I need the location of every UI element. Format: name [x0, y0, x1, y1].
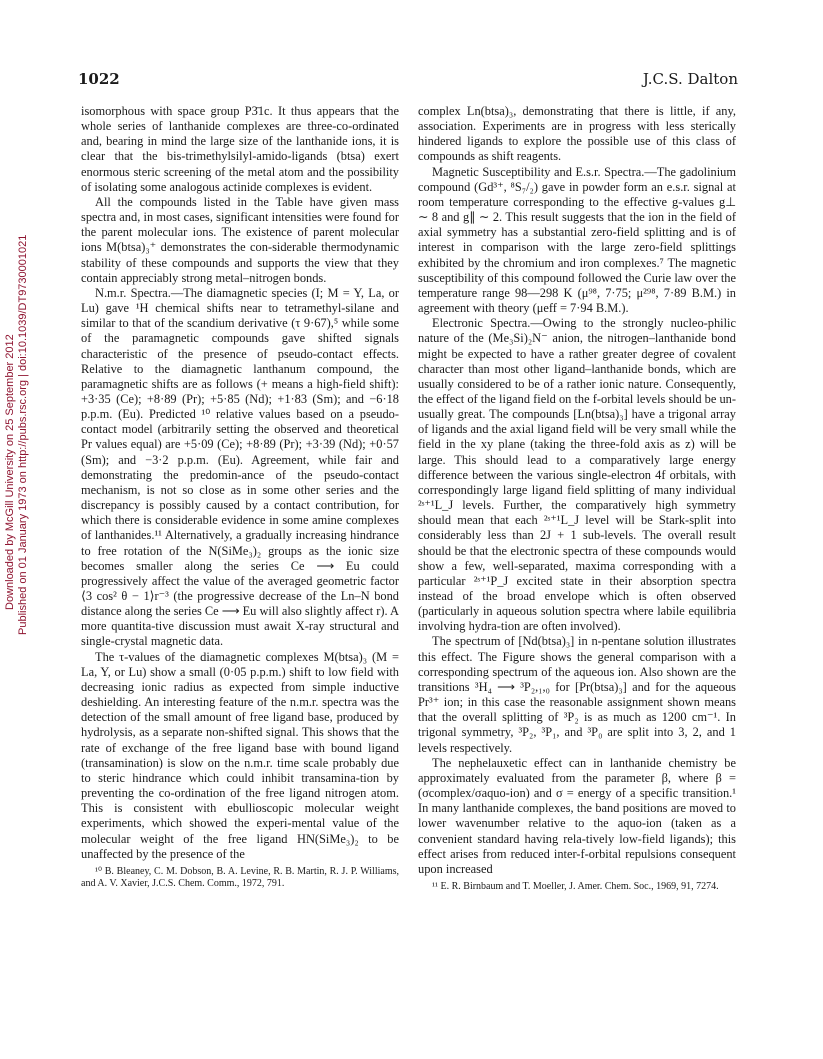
download-watermark	[2, 110, 32, 710]
paragraph: N.m.r. Spectra.—The diamagnetic species (I; M = Y, La, or Lu) gave ¹H chemical shifts near to tetramethyl-silane and similar to that of the scandium derivative (τ 9·67),⁵ while some of the paramagnetic compounds gave shifted signals characteristic of the presence of pseudo-contact effects. Relative to the diamagnetic lanthanum compound, the paramagnetic shifts are as follows (+ means a high-field shift): +3·35 (Ce); +8·89 (Pr); +5·85 (Nd); +1·83 (Sm); and −6·18 p.p.m. (Eu). Predicted ¹⁰ relative values based on a pseudo-contact model (arbitrarily setting the observed and theoretical Pr values equal) are +5·09 (Ce); +8·89 (Pr); +3·39 (Nd); +0·57 (Sm); and −3·2 p.p.m. (Eu). Agreement, while fair and demonstrating the predomin-ance of the pseudo-contact mechanism, is not so close as in some other series and the discrepancy is possibly caused by a contact contribution, for which there is considerable evidence in some amine complexes of lanthanides.¹¹ Alternatively, a gradually increasing hindrance to free rotation of the N(SiMe₃)₂ groups as the ionic size becomes smaller along the series Ce ⟶ Eu could progressively affect the value of the averaged geometric factor ⟨3 cos² θ − 1⟩r⁻³ (the progressive decrease of the Ln–N bond distance along the series Ce ⟶ Eu will also slightly affect r). A more quantita-tive discussion must await X-ray structural and single-crystal magnetic data.	[81, 285, 399, 649]
downloaded-note: Downloaded by McGill University on 25 September 2012	[4, 334, 16, 610]
paragraph: complex Ln(btsa)₃, demonstrating that there is little, if any, association. Experiments are in progress with less sterically hindered ligands to explore the possible use of this class of compounds as shift reagents.	[418, 104, 736, 164]
footnote: ¹⁰ B. Bleaney, C. M. Dobson, B. A. Levine, R. B. Martin, R. J. P. Williams, and A. V. Xavier, J.C.S. Chem. Comm., 1972, 791.	[81, 865, 399, 889]
paragraph: The nephelauxetic effect can in lanthanide chemistry be approximately evaluated from the parameter β, where β = (σcomplex/σaquo-ion) and σ = energy of a specific transition.¹ In many lanthanide complexes, the band positions are moved to lower wavenumber relative to the aquo-ion (taken as a convenient standard having rela-tively low-field ligands); this effect arises from reduced inter-f-orbital repulsions consequent upon increased	[418, 755, 736, 876]
paragraph: The τ-values of the diamagnetic complexes M(btsa)₃ (M = La, Y, or Lu) show a small (0·05 p.p.m.) shift to low field with decreasing ionic radius as expected from simple inductive deshielding. An interesting feature of the n.m.r. spectra was the detection of the small amount of free ligand base, produced by hydrolysis, as a separate non-shifted signal. This shows that the rate of exchange of the free ligand base with bound ligand (transamination) is slow on the n.m.r. time scale probably due to steric hindrance which could inhibit transamina-tion by preventing the co-ordination of the free ligand nitrogen atom. This is consistent with ebullioscopic molecular weight experiments, which showed the experi-mental value of the molecular weight of the free ligand HN(SiMe₃)₂ to be unaffected by the presence of the	[81, 649, 399, 861]
page-header	[78, 70, 738, 94]
paragraph: The spectrum of [Nd(btsa)₃] in n-pentane solution illustrates this effect. The Figure shows the general comparison with a corresponding spectrum of the aqueous ion. Also shown are the transitions ³H₄ ⟶ ³P₂,₁,₀ for [Pr(btsa)₃] and for the aqueous Pr³⁺ ion; in this case the reasonable assignment shown means that the overall splitting of ³P₂ is as much as 1200 cm⁻¹. In trigonal symmetry, ³P₂, ³P₁, and ³P₀ are split into 3, 2, and 1 levels respectively.	[418, 634, 736, 755]
right-column	[418, 104, 736, 893]
left-column	[81, 104, 399, 890]
published-note: Published on 01 January 1973 on http://pubs.rsc.org | doi:10.1039/DT9730001021	[17, 234, 29, 635]
paragraph: All the compounds listed in the Table have given mass spectra and, in most cases, significant intensities were found for the parent molecular ions. The existence of parent molecular ions M(btsa)₃⁺ demonstrates the con-siderable thermodynamic stability of these compounds and supports the view that they contain appreciably strong metal–nitrogen bonds.	[81, 194, 399, 285]
running-head: J.C.S. Dalton	[642, 70, 738, 88]
page-number: 1022	[78, 70, 120, 88]
paragraph: Electronic Spectra.—Owing to the strongly nucleo-philic nature of the (Me₃Si)₂N⁻ anion, the nitrogen–lanthanide bond might be expected to have a rather greater degree of covalent character than most other ligand–lanthanide bonds, which are usually considered to be of a rather ionic nature. Consequently, the effect of the ligand field on the f-orbital levels should be un-usually great. The compounds [Ln(btsa)₃] have a trigonal array of ligands and the axial ligand field will be very small while the field in the xy plane (taking the three-fold axis as z) will be large. This should lead to a comparatively large energy difference between the various single-electron 4f orbitals, with correspondingly large ligand field splitting of many individual ²ˢ⁺¹L_J levels. Further, the comparatively high symmetry should mean that each ²ˢ⁺¹L_J level will be Stark-split into considerably less than 2J + 1 sub-levels. The overall result should be that the electronic spectra of these compounds would show a few, well-separated, maxima corresponding with a particular ²ˢ⁺¹P_J excited state in their absorption spectra instead of the broad envelope which is often observed (particularly in aqueous solution spectra where labile equilibria involving hydra-tion are often involved).	[418, 316, 736, 634]
footnote: ¹¹ E. R. Birnbaum and T. Moeller, J. Amer. Chem. Soc., 1969, 91, 7274.	[432, 880, 719, 892]
paragraph: isomorphous with space group P3̄1c. It thus appears that the whole series of lanthanide complexes are three-co-ordinated and, bearing in mind the large size of the lanthanide ions, it is clear that the bis-trimethylsilyl-amido-ligands (btsa) exert enormous steric screening of the metal atom and the possibility of isolating some analogous actinide complexes is evident.	[81, 104, 399, 194]
paragraph: Magnetic Susceptibility and E.s.r. Spectra.—The gadolinium compound (Gd³⁺, ⁸S₇/₂) gave in powder form an e.s.r. signal at room temperature corresponding to the effective g-values g⊥ ∼ 8 and g∥ ∼ 2. This result suggests that the ion in the field of axial symmetry has a substantial zero-field splitting and is of interest in comparison with the large zero-field splittings exhibited by the chromium and iron complexes.⁷ The magnetic susceptibility of this compound followed the Curie law over the temperature range 98—298 K (μ⁹⁸, 7·75; μ²⁹⁸, 7·89 B.M.) in agreement with theory (μeff = 7·94 B.M.).	[418, 164, 736, 316]
